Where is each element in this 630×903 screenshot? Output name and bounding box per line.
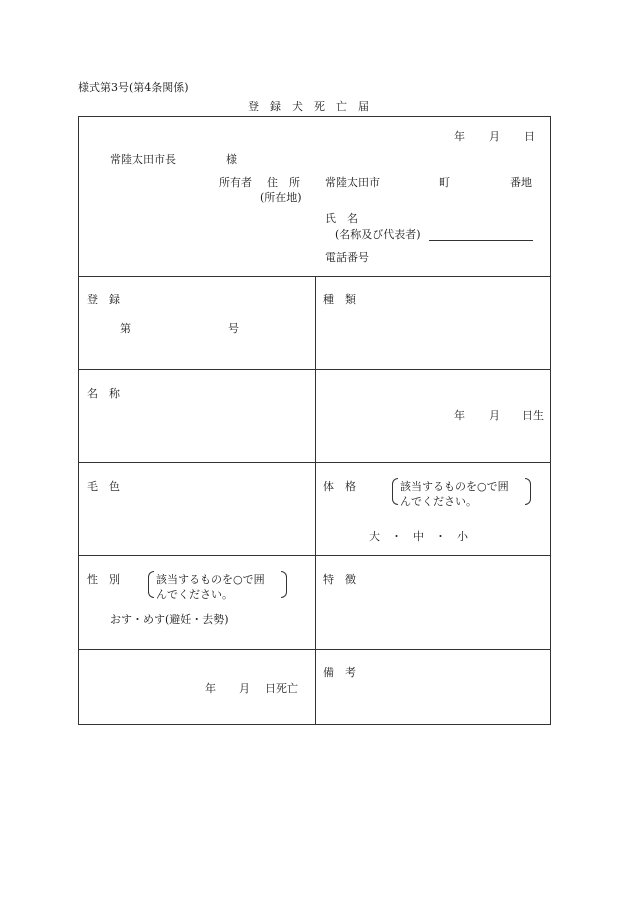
registration-prefix: 第 xyxy=(120,322,131,335)
remarks-label: 備 考 xyxy=(323,666,356,679)
sex-bracket-right xyxy=(281,571,287,598)
birth-year: 年 xyxy=(454,409,465,422)
breed-label: 種 類 xyxy=(323,293,356,306)
death-year: 年 xyxy=(205,682,216,695)
form-table xyxy=(78,116,551,725)
birth-month: 月 xyxy=(489,409,500,422)
size-bracket-right xyxy=(525,478,531,505)
sex-label: 性 別 xyxy=(87,573,120,586)
date-year: 年 xyxy=(454,130,465,143)
addressee: 常陸太田市長 xyxy=(110,153,176,166)
registration-label: 登 録 xyxy=(87,293,120,306)
size-label: 体 格 xyxy=(323,480,356,493)
name-label: 氏 名 xyxy=(325,212,358,225)
registration-suffix: 号 xyxy=(228,322,239,335)
block-label: 番地 xyxy=(510,176,532,189)
column-divider xyxy=(315,276,316,724)
birth-day: 日生 xyxy=(522,409,544,422)
form-title: 登 録 犬 死 亡 届 xyxy=(248,100,369,113)
size-bracket-left xyxy=(392,478,398,505)
address-label: 住 所 xyxy=(267,176,300,189)
sex-options: おす・めす(避妊・去勢) xyxy=(110,613,229,626)
phone-label: 電話番号 xyxy=(325,251,369,264)
coat-label: 毛 色 xyxy=(87,480,120,493)
form-number: 様式第3号(第4条関係) xyxy=(78,81,189,94)
dog-name-label: 名 称 xyxy=(87,387,120,400)
features-label: 特 徴 xyxy=(323,573,356,586)
death-month: 月 xyxy=(239,682,250,695)
size-note-line2: んでください。 xyxy=(400,495,477,508)
size-note-line1: 該当するものを○で囲 xyxy=(400,480,509,493)
death-day: 日死亡 xyxy=(265,682,298,695)
sex-bracket-left xyxy=(148,571,154,598)
name-sub: (名称及び代表者) xyxy=(335,228,421,241)
date-month: 月 xyxy=(489,130,500,143)
name-underline xyxy=(429,240,533,241)
sex-note-line2: んでください。 xyxy=(156,588,233,601)
owner-label: 所有者 xyxy=(219,176,252,189)
date-day: 日 xyxy=(524,130,535,143)
honorific: 様 xyxy=(226,153,237,166)
sex-note-line1: 該当するものを○で囲 xyxy=(156,573,265,586)
city-name: 常陸太田市 xyxy=(325,176,380,189)
size-options: 大 ・ 中 ・ 小 xyxy=(369,530,468,543)
address-sub: (所在地) xyxy=(260,191,302,204)
town-label: 町 xyxy=(439,176,450,189)
